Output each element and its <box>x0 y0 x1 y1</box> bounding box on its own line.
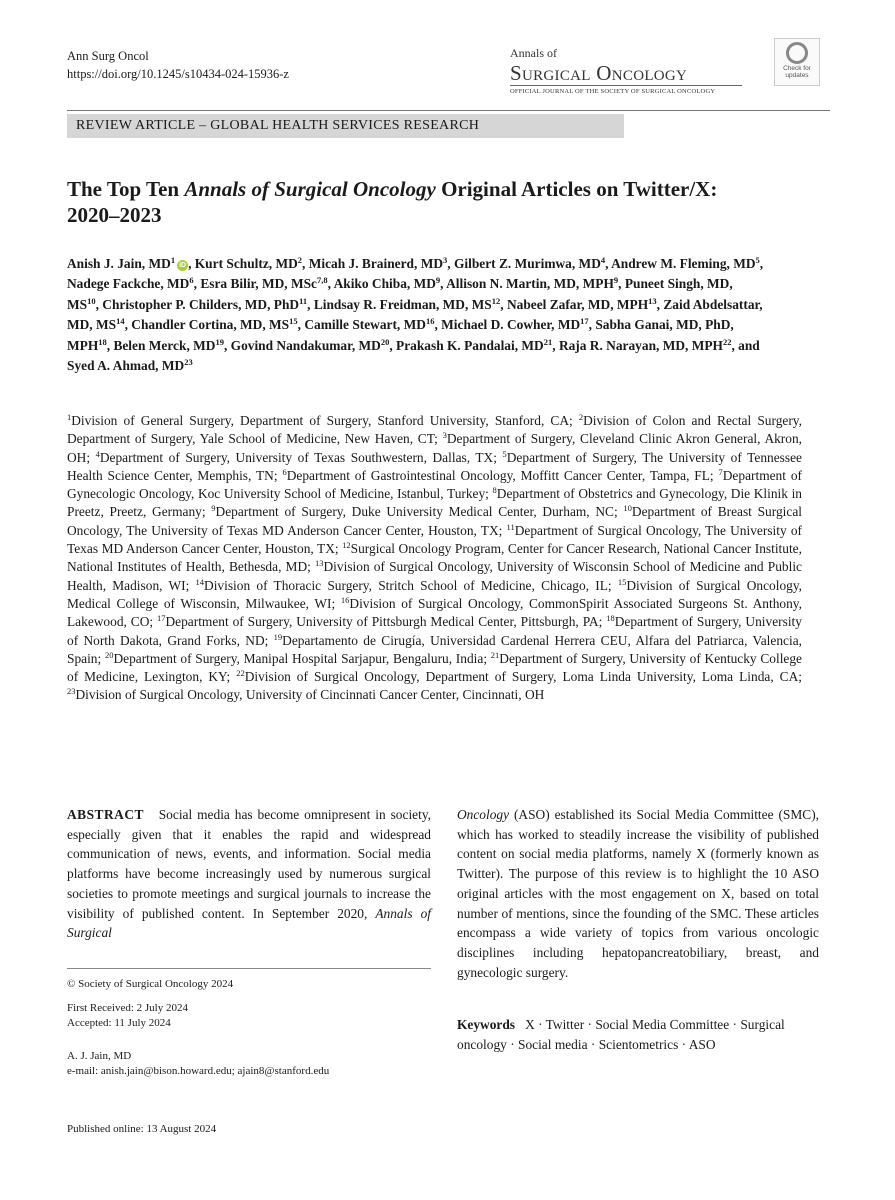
author-name: Puneet Singh, MD, MS <box>67 276 733 312</box>
author-name: Raja R. Narayan, MD, MPH <box>558 337 723 353</box>
affiliation-number: 22 <box>236 668 245 679</box>
affiliation-text: Division of Surgical Oncology, Department of Surgery, Loma Linda University, Loma Linda, CA; <box>244 669 802 685</box>
author-affiliation-number: 2 <box>297 255 303 265</box>
article-type-banner <box>67 114 624 138</box>
affiliation-text: Department of Surgery, Duke University Medical Center, Durham, NC; <box>215 504 618 520</box>
keyword: Social media <box>518 1036 588 1052</box>
article-type-label: REVIEW ARTICLE – GLOBAL HEALTH SERVICES RESEARCH <box>76 118 480 133</box>
affiliation-number: 5 <box>502 448 507 459</box>
accepted-date: Accepted: 11 July 2024 <box>67 1017 171 1029</box>
affiliation-number: 15 <box>617 576 627 587</box>
author-affiliation-number: 7,8 <box>316 275 328 286</box>
keywords-label: Keywords <box>457 1017 516 1032</box>
abstract-column-left <box>67 805 431 943</box>
journal-logo-rule <box>510 85 742 86</box>
affiliation-number: 13 <box>315 558 324 569</box>
author-affiliation-number: 1 <box>170 255 176 265</box>
author-name: Michael D. Cowher, MD <box>441 317 581 333</box>
author-affiliation-number: 3 <box>443 255 448 265</box>
contact-email[interactable]: e-mail: anish.jain@bison.howard.edu; ajain8@stanford.edu <box>67 1065 330 1077</box>
author-affiliation-number: 5 <box>755 255 760 265</box>
affiliation-number: 20 <box>104 649 114 660</box>
author-affiliation-number: 4 <box>600 255 606 265</box>
meta-divider <box>67 968 431 969</box>
affiliation-text: Division of Surgical Oncology, Medical College of Wisconsin, Milwaukee, WI; <box>67 577 803 611</box>
abstract-text-right: (ASO) established its Social Media Committee (SMC), which has worked to steadily increase the visibility of published content on social media platforms, namely X (formerly known as Twitter). The purpose of this review is to highlight the 10 ASO original articles with the most engagement on X, based on total number of mentions, since the founding of the SMC. These articles encompass a wide variety of topics from various oncologic disciplines including hepatopancreatobiliary, breast, and gynecologic surgery. <box>457 807 819 980</box>
author-affiliation-number: 22 <box>722 336 732 347</box>
author-affiliation-number: 11 <box>299 295 308 306</box>
abstract-label: ABSTRACT <box>67 807 144 822</box>
author-name: Chandler Cortina, MD, MS <box>131 317 290 333</box>
contact-name: A. J. Jain, MD <box>67 1050 132 1062</box>
crossmark-icon <box>786 42 808 64</box>
author-name: Anish J. Jain, MD <box>67 256 171 271</box>
affiliation-text: Division of Colon and Rectal Surgery, Department of Surgery, Yale School of Medicine, New Haven, CT; <box>67 413 802 447</box>
keyword: Twitter <box>545 1017 585 1032</box>
affiliation-text: Division of Thoracic Surgery, Stritch School of Medicine, Chicago, IL; <box>204 577 612 593</box>
affiliation-text: Department of Surgery, University of North Dakota, Grand Forks, ND; <box>67 614 802 648</box>
affiliation-number: 23 <box>67 686 76 697</box>
author-name: Sabha Ganai, MD, PhD, MPH <box>67 317 734 353</box>
author-list: Anish J. Jain, $MD^1iD$ , Kurt Schultz, $MD^2$, Micah J. Brainerd, $MD^3$, Gilbert Z. Murimwa, $MD^4$, Andrew M. Fleming, $MD^5$, Nadege Fackche, $MD^6$, Esra Bilir, MD, MSc$^{7,8}$, Akiko Chiba, $MD^9$, Allison N. Martin, MD, MPH$^9$, Puneet Singh, MD, MS$^{10}$, Christopher P. Childers, MD, PhD$^{11}$, Lindsay R. Freidman, MD, MS$^{12}$, Nabeel Zafar, MD, MPH$^{13}$, Zaid Abdelsattar, MD, MS$^{14}$, Chandler Cortina, MD, MS$^{15}$, Camille Stewart, MD$^{16}$, Michael D. Cowher, MD$^{17}$, Sabha Ganai, MD, PhD, MPH$^{18}$, Belen Merck, MD$^{19}$, Govind Nandakumar, MD$^{20}$, Prakash K. Pandalai, MD$^{21}$, Raja R. Narayan, MD, MPH$^{22}$, and Syed A. Ahmad, MD$^{23}$ <box>67 255 764 374</box>
affiliation-text: Department of Surgery, The University of Tennessee Health Science Center, Memphis, TN; <box>67 449 802 483</box>
keyword: X <box>525 1017 535 1032</box>
affiliation-number: 11 <box>506 521 515 532</box>
author-affiliation-number: 17 <box>580 316 589 327</box>
article-title <box>67 176 767 228</box>
author-affiliation-number: 18 <box>98 336 107 347</box>
author-name: Camille Stewart, MD <box>304 317 426 333</box>
affiliation-text: Department of Obstetrics and Gynecology, Die Klinik in Preetz, Preetz, Germany; <box>67 486 802 520</box>
affiliation-text: Department of Surgery, Cleveland Clinic Akron General, Akron, OH; <box>67 431 803 465</box>
affiliation-text: Department of Surgical Oncology, The University of Texas MD Anderson Cancer Center, Houston, TX; <box>67 522 802 557</box>
journal-logo-name: Surgical Oncology <box>510 61 688 85</box>
author-name: Christopher P. Childers, MD, PhD <box>102 296 300 312</box>
affiliation-text: Department of Gynecologic Oncology, Koc University School of Medicine, Istanbul, Turkey; <box>67 467 802 502</box>
affiliation-text: Department of Gastrointestinal Oncology, Moffitt Cancer Center, Tampa, FL; <box>286 467 714 483</box>
journal-abbrev: Ann Surg Oncol <box>67 49 149 63</box>
running-header <box>67 47 289 83</box>
author-name: Akiko Chiba, MD <box>333 276 436 292</box>
author-name: Belen Merck, MD <box>113 337 216 353</box>
journal-logo-subtitle: OFFICIAL JOURNAL OF THE SOCIETY OF SURGICAL ONCOLOGY <box>510 88 716 95</box>
affiliations <box>67 412 802 705</box>
author-affiliation-number: 10 <box>87 295 96 306</box>
affiliation-number: 3 <box>442 430 447 441</box>
affiliation-text: Division of Surgical Oncology, University of Wisconsin School of Medicine and Public Health, Madison, WI; <box>67 559 802 593</box>
affiliation-number: 6 <box>282 466 287 477</box>
journal-logo <box>510 46 760 95</box>
affiliation-number: 16 <box>340 594 350 605</box>
title-italic: Annals of Surgical Oncology <box>184 177 436 201</box>
abstract-column-right <box>457 805 819 982</box>
affiliation-number: 12 <box>342 540 351 551</box>
check-for-updates-button[interactable] <box>774 38 820 86</box>
copyright: © Society of Surgical Oncology 2024 <box>67 978 234 990</box>
affiliation-number: 14 <box>195 576 205 587</box>
author-affiliation-number: 23 <box>184 357 193 368</box>
keyword: ASO <box>688 1036 716 1052</box>
author-name: Allison N. Martin, MD, MPH <box>446 276 614 292</box>
affiliation-number: 7 <box>718 466 723 477</box>
affiliation-number: 17 <box>157 613 166 624</box>
received-date: First Received: 2 July 2024 <box>67 1002 188 1014</box>
affiliation-number: 8 <box>492 485 497 496</box>
title-part-1: The Top Ten <box>67 177 185 201</box>
affiliation-text: Department of Surgery, University of Texas Southwestern, Dallas, TX; <box>99 449 497 465</box>
journal-logo-small: Annals of <box>510 46 557 60</box>
affiliation-text: Surgical Oncology Program, Center for Cancer Research, National Cancer Institute, National Institutes of Health, Bethesda, MD; <box>67 541 802 575</box>
author-affiliation-number: 6 <box>189 275 194 286</box>
author-affiliation-number: 15 <box>289 316 298 327</box>
affiliation-text: Department of Breast Surgical Oncology, The University of Texas MD Anderson Cancer Center, Houston, TX; <box>67 504 802 538</box>
affiliation-number: 4 <box>95 448 100 459</box>
author-affiliation-number: 21 <box>543 336 553 347</box>
author-name: Nabeel Zafar, MD, MPH <box>506 296 649 312</box>
abstract-italic-left: Annals of Surgical <box>67 905 431 941</box>
author-affiliation-number: 9 <box>613 275 619 286</box>
author-affiliation-number: 13 <box>648 295 657 306</box>
affiliation-text: Division of Surgical Oncology, University of Cincinnati Cancer Center, Cincinnati, OH <box>75 687 545 703</box>
affiliation-text: Division of General Surgery, Department of Surgery, Stanford University, Stanford, CA; <box>71 413 573 428</box>
author-name: Andrew M. Fleming, MD <box>611 256 756 271</box>
affiliation-text: Department of Surgery, Manipal Hospital Sarjapur, Bengaluru, India; <box>113 650 488 666</box>
orcid-icon[interactable]: iD <box>179 262 187 269</box>
author-affiliation-number: 16 <box>425 316 435 327</box>
affiliation-number: 10 <box>623 503 632 514</box>
author-name: Gilbert Z. Murimwa, MD <box>453 256 601 271</box>
keyword: Surgical oncology <box>457 1017 785 1052</box>
author-affiliation-number: 9 <box>435 275 441 286</box>
published-online: Published online: 13 August 2024 <box>67 1123 217 1135</box>
crossmark-label-1: Check for <box>783 65 811 72</box>
affiliation-number: 21 <box>490 649 500 660</box>
abstract-text-left: Social media has become omnipresent in society, especially given that it enables the rapid and widespread communication of news, events, and information. Social media platforms have become increasingly used by numerous surgical societies to promote meetings and surgical journals to increase the visibility of published content. In September 2020, <box>67 807 432 921</box>
keyword: Social Media Committee <box>595 1017 730 1032</box>
affiliation-number: 19 <box>273 631 283 642</box>
author-name: Zaid Abdelsattar, MD, MS <box>67 296 763 333</box>
affiliation-number: 2 <box>578 412 584 422</box>
author-name: Kurt Schultz, MD <box>194 256 298 271</box>
affiliation-number: 18 <box>606 613 615 624</box>
affiliation-text: Division of Surgical Oncology, CommonSpirit Associated Surgeons St. Anthony, Lakewood, CO; <box>67 595 802 630</box>
author-name: Syed A. Ahmad, MD <box>67 358 185 374</box>
author-name: Micah J. Brainerd, MD <box>308 256 444 271</box>
affiliation-number: 1 <box>67 412 72 422</box>
author-affiliation-number: 12 <box>491 295 501 306</box>
affiliation-number: 9 <box>211 503 216 514</box>
article-meta <box>67 977 431 1079</box>
author-affiliation-number: 19 <box>215 336 224 347</box>
author-name: Nadege Fackche, MD <box>67 276 190 292</box>
header-divider <box>67 110 830 111</box>
author-name: Prakash K. Pandalai, MD <box>396 337 544 353</box>
crossmark-label-2: updates <box>785 72 809 79</box>
author-affiliation-number: 14 <box>116 316 125 327</box>
author-name: Lindsay R. Freidman, MD, MS <box>313 296 492 312</box>
doi-link[interactable]: https://doi.org/10.1245/s10434-024-15936-z <box>67 67 289 81</box>
keywords-list: X · Twitter · Social Media Committee · Surgical oncology · Social media · Scientometrics · ASO <box>457 1017 785 1052</box>
affiliation-text: Department of Surgery, University of Kentucky College of Medicine, Lexington, KY; <box>67 650 802 685</box>
abstract-italic-right: Oncology <box>457 807 510 822</box>
affiliation-text: Departamento de Cirugía, Universidad Cardenal Herrera CEU, Alfara del Patriarca, Valencia, Spain; <box>67 632 802 666</box>
affiliation-text: Department of Surgery, University of Pittsburgh Medical Center, Pittsburgh, PA; <box>165 614 603 630</box>
author-affiliation-number: 20 <box>380 336 390 347</box>
author-name: Govind Nandakumar, MD <box>230 337 381 353</box>
title-part-2: Original Articles on Twitter/X: 2020–2023 <box>67 177 718 227</box>
keyword: Scientometrics <box>598 1036 679 1052</box>
keywords <box>457 1015 819 1054</box>
author-name: Esra Bilir, MD, MSc <box>200 276 317 292</box>
